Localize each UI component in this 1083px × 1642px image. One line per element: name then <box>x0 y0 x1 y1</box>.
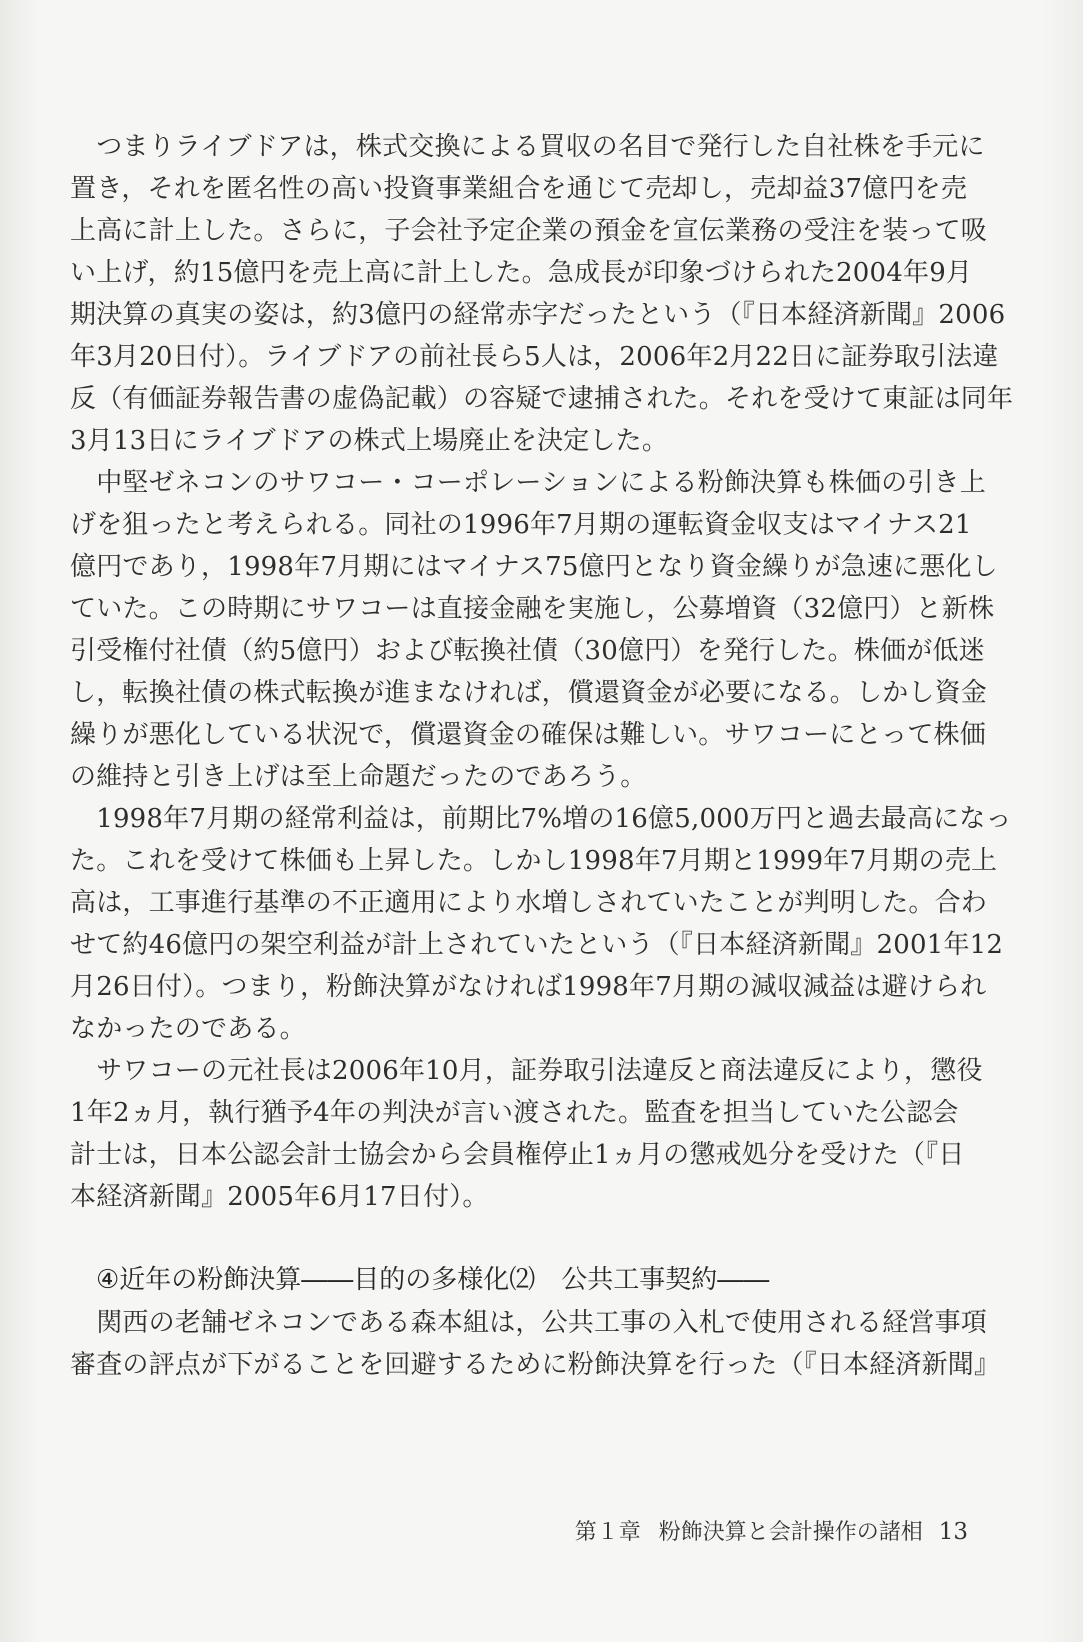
paragraph-sawako-intro <box>70 462 998 798</box>
text-line: 1年2ヵ月，執行猶予4年の判決が言い渡された。監査を担当していた公認会 <box>70 1098 959 1128</box>
text-line: 引受権付社債（約5億円）および転換社債（30億円）を発行した。株価が低迷 <box>70 636 985 666</box>
text-line: 期決算の真実の姿は，約3億円の経常赤字だったという（『日本経済新聞』2006 <box>70 300 1006 330</box>
text-line: 月26日付）。つまり，粉飾決算がなければ1998年7月期の減収減益は避けられ <box>70 972 987 1002</box>
text-line: 1998年7月期の経常利益は，前期比7%増の16億5,000万円と過去最高になっ <box>70 804 1012 834</box>
footer-chapter: 第１章 <box>574 1520 641 1545</box>
text-line: の維持と引き上げは至上命題だったのであろう。 <box>70 762 647 792</box>
section-heading: ④近年の粉飾決算――目的の多様化⑵ 公共工事契約―― <box>96 1265 770 1295</box>
text-line: ていた。この時期にサワコーは直接金融を実施し，公募増資（32億円）と新株 <box>70 594 995 624</box>
text-line: た。これを受けて株価も上昇した。しかし1998年7月期と1999年7月期の売上 <box>70 846 998 876</box>
text-line: 年3月20日付）。ライブドアの前社長ら5人は，2006年2月22日に証券取引法違 <box>70 342 999 372</box>
paragraph-sawako-verdict <box>70 1050 983 1218</box>
text-line: 上高に計上した。さらに，子会社予定企業の預金を宣伝業務の受注を装って吸 <box>70 216 988 246</box>
text-line: 億円であり，1998年7月期にはマイナス75億円となり資金繰りが急速に悪化し <box>70 552 998 582</box>
footer-chapter-title: 粉飾決算と会計操作の諸相 <box>658 1520 923 1545</box>
text-line: せて約46億円の架空利益が計上されていたという（『日本経済新聞』2001年12 <box>70 930 1004 960</box>
text-line: 高は，工事進行基準の不正適用により水増しされていたことが判明した。合わ <box>70 888 988 918</box>
text-line: 審査の評点が下がることを回避するために粉飾決算を行った（『日本経済新聞』 <box>70 1350 1001 1380</box>
text-line: 反（有価証券報告書の虚偽記載）の容疑で逮捕された。それを受けて東証は同年 <box>70 384 1014 414</box>
text-line: 繰りが悪化している状況で，償還資金の確保は難しい。サワコーにとって株価 <box>70 720 986 750</box>
text-line: つまりライブドアは，株式交換による買収の名目で発行した自社株を手元に <box>70 132 985 162</box>
text-line: なかったのである。 <box>70 1014 306 1044</box>
text-line: げを狙ったと考えられる。同社の1996年7月期の運転資金収支はマイナス21 <box>70 510 972 540</box>
text-line: し，転換社債の株式転換が進まなければ，償還資金が必要になる。しかし資金 <box>70 678 988 708</box>
running-footer <box>575 1515 968 1546</box>
text-line: 関西の老舗ゼネコンである森本組は，公共工事の入札で使用される経営事項 <box>70 1308 988 1338</box>
paragraph-livedoor <box>70 126 1014 462</box>
text-line: 中堅ゼネコンのサワコー・コーポレーションによる粉飾決算も株価の引き上 <box>70 468 986 498</box>
text-line: 本経済新聞』2005年6月17日付）。 <box>70 1182 489 1212</box>
section-gap <box>70 1218 970 1258</box>
text-line: 計士は，日本公認会計士協会から会員権停止1ヵ月の懲戒処分を受けた（『日 <box>70 1140 965 1170</box>
text-line: 置き，それを匿名性の高い投資事業組合を通じて売却し，売却益37億円を売 <box>70 174 968 204</box>
text-line: 3月13日にライブドアの株式上場廃止を決定した。 <box>70 426 669 456</box>
paragraph-morimoto <box>70 1302 1001 1386</box>
page-number: 13 <box>938 1519 968 1545</box>
body-text <box>70 126 1014 1386</box>
text-line: い上げ，約15億円を売上高に計上した。急成長が印象づけられた2004年9月 <box>70 258 973 288</box>
text-line: サワコーの元社長は2006年10月，証券取引法違反と商法違反により，懲役 <box>70 1056 983 1086</box>
paragraph-sawako-profit <box>70 798 1012 1050</box>
